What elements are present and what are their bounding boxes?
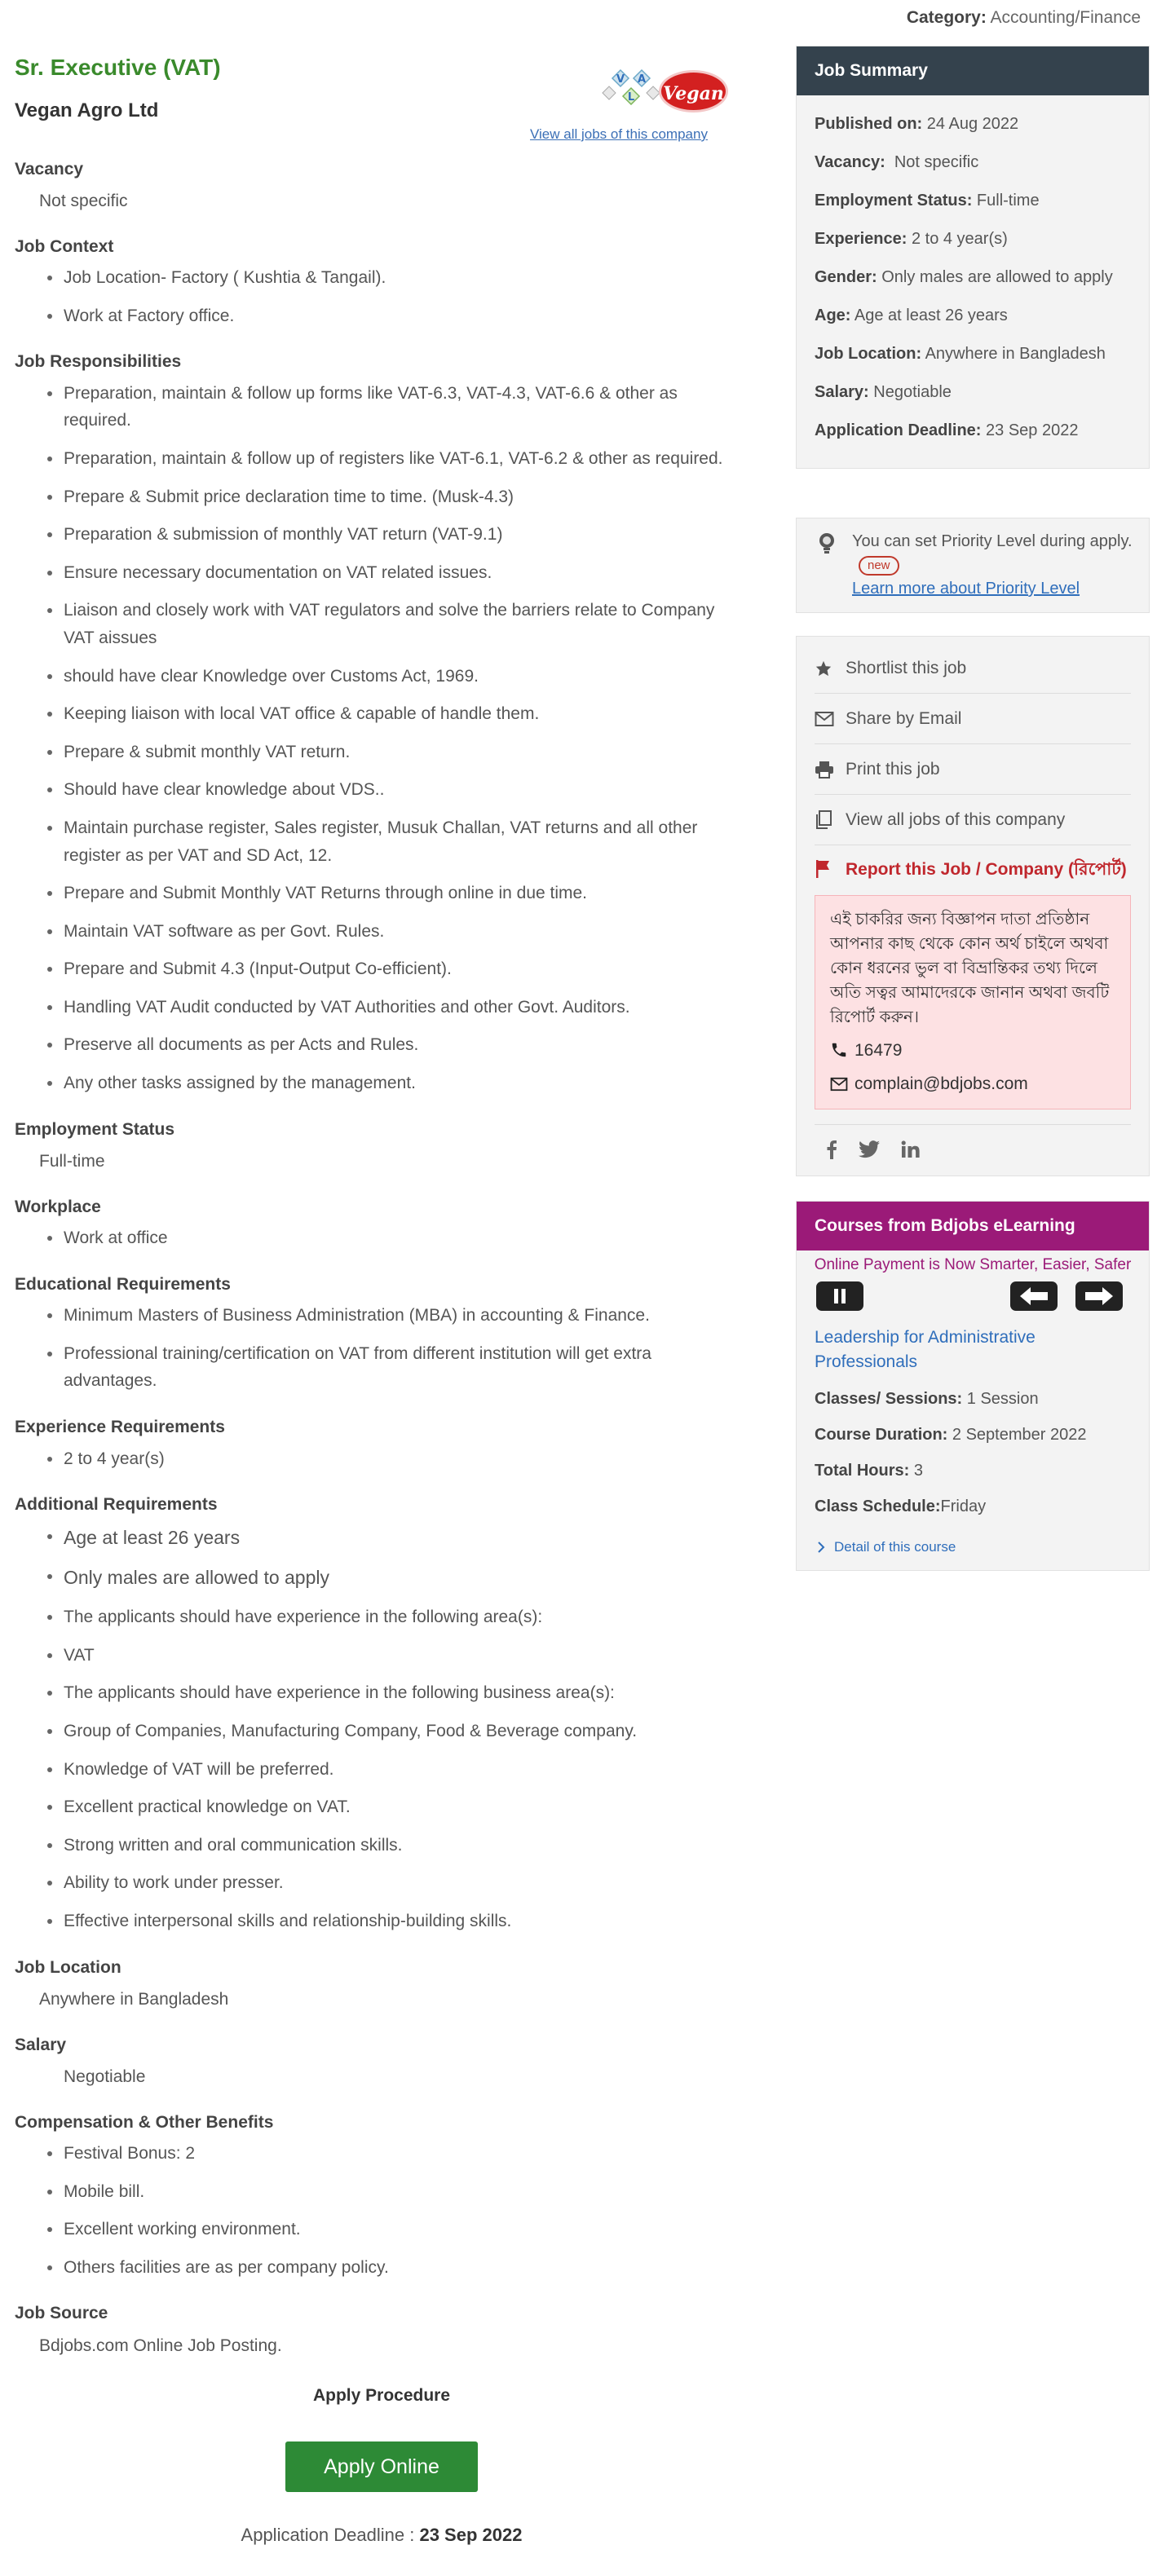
twitter-icon[interactable] [859, 1140, 880, 1158]
summary-gender: Gender: Only males are allowed to apply [815, 268, 1113, 286]
list-item: Ensure necessary documentation on VAT related issues. [15, 559, 749, 587]
next-button[interactable] [1075, 1281, 1123, 1311]
courses-panel [796, 1201, 1150, 1572]
list-item: Prepare and Submit 4.3 (Input-Output Co-efficient). [15, 955, 749, 983]
linkedin-icon[interactable] [901, 1140, 921, 1158]
deadline-label: Application Deadline : [241, 2524, 415, 2545]
job-location-value: Anywhere in Bangladesh [39, 1990, 229, 2009]
additional-heading: Additional Requirements [15, 1495, 218, 1515]
course-duration: Course Duration: 2 September 2022 [815, 1425, 1087, 1444]
summary-vacancy: Vacancy: Not specific [815, 153, 979, 171]
report-warning-text: এই চাকরির জন্য বিজ্ঞাপন দাতা প্রতিষ্ঠান আপনার কাছ থেকে কোন অর্থ চাইলে অথবা কোন ধরনের ভুল বা বিভ্রান্তিকর তথ্য দিলে অতি সত্বর আমাদেরকে জানান অথবা জবটি রিপোর্ট করুন। [830, 910, 1110, 1026]
list-item: Preserve all documents as per Acts and Rules. [15, 1031, 749, 1059]
share-email-button[interactable]: Share by Email [815, 694, 1131, 744]
list-item: Job Location- Factory ( Kushtia & Tangail). [15, 264, 749, 292]
list-item: Maintain VAT software as per Govt. Rules. [15, 918, 749, 946]
course-detail-link[interactable]: Detail of this course [815, 1537, 1131, 1558]
job-title: Sr. Executive (VAT) [15, 55, 221, 80]
list-item: Work at office [15, 1224, 749, 1252]
application-deadline [15, 2521, 749, 2548]
responsibilities-list [15, 380, 749, 1097]
job-context-heading: Job Context [15, 236, 114, 256]
list-item: VAT [15, 1642, 749, 1670]
list-item: Preparation, maintain & follow up forms like VAT-6.3, VAT-4.3, VAT-6.6 & other as required. [15, 380, 749, 434]
additional-list [15, 1523, 749, 1935]
envelope-icon [815, 711, 846, 727]
education-heading: Educational Requirements [15, 1274, 231, 1294]
pause-button[interactable] [816, 1281, 863, 1311]
experience-list [15, 1445, 749, 1473]
employment-status-value: Full-time [39, 1152, 105, 1171]
vacancy-value: Not specific [39, 192, 128, 211]
summary-employment-status: Employment Status: Full-time [815, 192, 1040, 210]
list-item: Keeping liaison with local VAT office & capable of handle them. [15, 700, 749, 728]
prev-button[interactable] [1010, 1281, 1058, 1311]
job-context-list [15, 264, 749, 329]
report-email: complain@bdjobs.com [830, 1071, 1115, 1097]
view-all-jobs-button[interactable]: View all jobs of this company [815, 795, 1131, 845]
apply-online-button[interactable]: Apply Online [285, 2441, 478, 2492]
list-item: Effective interpersonal skills and relationship-building skills. [15, 1908, 749, 1935]
job-location-heading: Job Location [15, 1957, 121, 1977]
list-item: Professional training/certification on VAT from different institution will get extra advantages. [15, 1340, 749, 1395]
course-sessions: Classes/ Sessions: 1 Session [815, 1389, 1039, 1408]
report-job-button[interactable]: Report this Job / Company (রিপোর্ট) [815, 845, 1131, 895]
category-label: Category: [906, 8, 987, 27]
copy-icon [815, 810, 846, 830]
course-total-hours: Total Hours: 3 [815, 1461, 923, 1480]
list-item: The applicants should have experience in the following business area(s): [15, 1679, 749, 1707]
list-item: Any other tasks assigned by the management. [15, 1070, 749, 1097]
list-item: Excellent practical knowledge on VAT. [15, 1793, 749, 1821]
sidebar [796, 46, 1150, 1571]
learn-priority-link[interactable]: Learn more about Priority Level [852, 580, 1080, 598]
flag-icon [815, 857, 846, 887]
job-summary-panel [796, 46, 1150, 469]
benefits-heading: Compensation & Other Benefits [15, 2112, 274, 2132]
vla-logo-icon [599, 68, 665, 117]
new-badge: new [859, 556, 899, 576]
star-icon [815, 659, 846, 677]
email-icon [830, 1077, 848, 1092]
list-item: Only males are allowed to apply [15, 1563, 749, 1593]
salary-value: Negotiable [64, 2067, 146, 2087]
summary-deadline: Application Deadline: 23 Sep 2022 [815, 421, 1079, 439]
job-actions-panel [796, 636, 1150, 1176]
education-list [15, 1302, 749, 1395]
course-schedule: Class Schedule:Friday [815, 1497, 987, 1515]
salary-heading: Salary [15, 2035, 67, 2054]
list-item: Group of Companies, Manufacturing Company, Food & Beverage company. [15, 1718, 749, 1745]
logo-letter-l: L [627, 91, 635, 104]
print-job-button[interactable]: Print this job [815, 744, 1131, 795]
list-item: Preparation, maintain & follow up of registers like VAT-6.1, VAT-6.2 & other as required. [15, 445, 749, 473]
shortlist-button[interactable]: Shortlist this job [815, 643, 1131, 694]
experience-heading: Experience Requirements [15, 1418, 225, 1437]
logo-letter-a: A [637, 73, 647, 86]
list-item: Ability to work under presser. [15, 1869, 749, 1897]
list-item: Festival Bonus: 2 [15, 2140, 749, 2168]
carousel-controls [797, 1281, 1149, 1314]
employment-status-heading: Employment Status [15, 1119, 175, 1139]
benefits-list [15, 2140, 749, 2281]
payment-marquee: Online Payment is Now Smarter, Easier, Safer [814, 1255, 1132, 1273]
deadline-value: 23 Sep 2022 [419, 2524, 523, 2545]
list-item: Handling VAT Audit conducted by VAT Authorities and other Govt. Auditors. [15, 994, 749, 1021]
arrow-right-icon [1085, 1287, 1113, 1305]
logo-letter-v: V [616, 73, 625, 86]
courses-title: Courses from Bdjobs eLearning [797, 1202, 1149, 1251]
report-phone: 16479 [830, 1038, 1115, 1064]
category-line [907, 5, 1141, 31]
phone-icon [830, 1041, 848, 1059]
list-item: The applicants should have experience in the following area(s): [15, 1603, 749, 1631]
job-source-value: Bdjobs.com Online Job Posting. [39, 2336, 282, 2355]
responsibilities-heading: Job Responsibilities [15, 352, 182, 372]
workplace-list [15, 1224, 749, 1252]
workplace-heading: Workplace [15, 1197, 101, 1216]
list-item: Prepare & submit monthly VAT return. [15, 739, 749, 766]
job-source-heading: Job Source [15, 2304, 108, 2323]
summary-age: Age: Age at least 26 years [815, 307, 1008, 324]
vacancy-heading: Vacancy [15, 159, 84, 179]
list-item: Maintain purchase register, Sales register, Musuk Challan, VAT returns and all other register as per VAT and SD Act, 12. [15, 814, 749, 869]
list-item: should have clear Knowledge over Customs Act, 1969. [15, 663, 749, 690]
summary-salary: Salary: Negotiable [815, 383, 952, 401]
job-details [15, 54, 749, 2548]
summary-job-location: Job Location: Anywhere in Bangladesh [815, 345, 1106, 363]
apply-procedure-heading: Apply Procedure [312, 2386, 451, 2406]
list-item: Strong written and oral communication skills. [15, 1832, 749, 1859]
list-item: Should have clear knowledge about VDS.. [15, 776, 749, 804]
list-item: Minimum Masters of Business Administration (MBA) in accounting & Finance. [15, 1302, 749, 1330]
list-item: Prepare and Submit Monthly VAT Returns through online in due time. [15, 880, 749, 907]
company-logo [590, 62, 744, 119]
social-share [815, 1124, 1131, 1162]
company-name: Vegan Agro Ltd [15, 99, 159, 121]
list-item: Prepare & Submit price declaration time to time. (Musk-4.3) [15, 483, 749, 511]
report-warning-box [815, 895, 1131, 1109]
category-value: Accounting/Finance [990, 8, 1141, 27]
arrow-left-icon [1020, 1287, 1048, 1305]
list-item: 2 to 4 year(s) [15, 1445, 749, 1473]
chevron-right-icon [815, 1541, 828, 1554]
view-all-jobs-link[interactable]: View all jobs of this company [530, 126, 708, 142]
summary-experience: Experience: 2 to 4 year(s) [815, 230, 1008, 248]
list-item: Liaison and closely work with VAT regulators and solve the barriers relate to Company VAT aissues [15, 597, 749, 651]
printer-icon [815, 761, 846, 779]
list-item: Others facilities are as per company policy. [15, 2254, 749, 2282]
list-item: Work at Factory office. [15, 302, 749, 330]
list-item: Preparation & submission of monthly VAT return (VAT-9.1) [15, 521, 749, 549]
job-summary-title: Job Summary [797, 46, 1149, 95]
facebook-icon[interactable] [826, 1140, 837, 1159]
priority-notice [796, 518, 1150, 613]
list-item: Mobile bill. [15, 2178, 749, 2206]
summary-published: Published on: 24 Aug 2022 [815, 115, 1019, 133]
list-item: Knowledge of VAT will be preferred. [15, 1756, 749, 1784]
list-item: Excellent working environment. [15, 2216, 749, 2243]
lightbulb-icon [818, 532, 836, 556]
vegan-logo: Vegan [659, 70, 728, 112]
pause-icon [832, 1288, 847, 1304]
priority-text: You can set Priority Level during apply. [852, 532, 1133, 550]
course-title-link[interactable]: Leadership for Administrative Professionals [815, 1328, 1036, 1372]
list-item: Age at least 26 years [15, 1523, 749, 1553]
